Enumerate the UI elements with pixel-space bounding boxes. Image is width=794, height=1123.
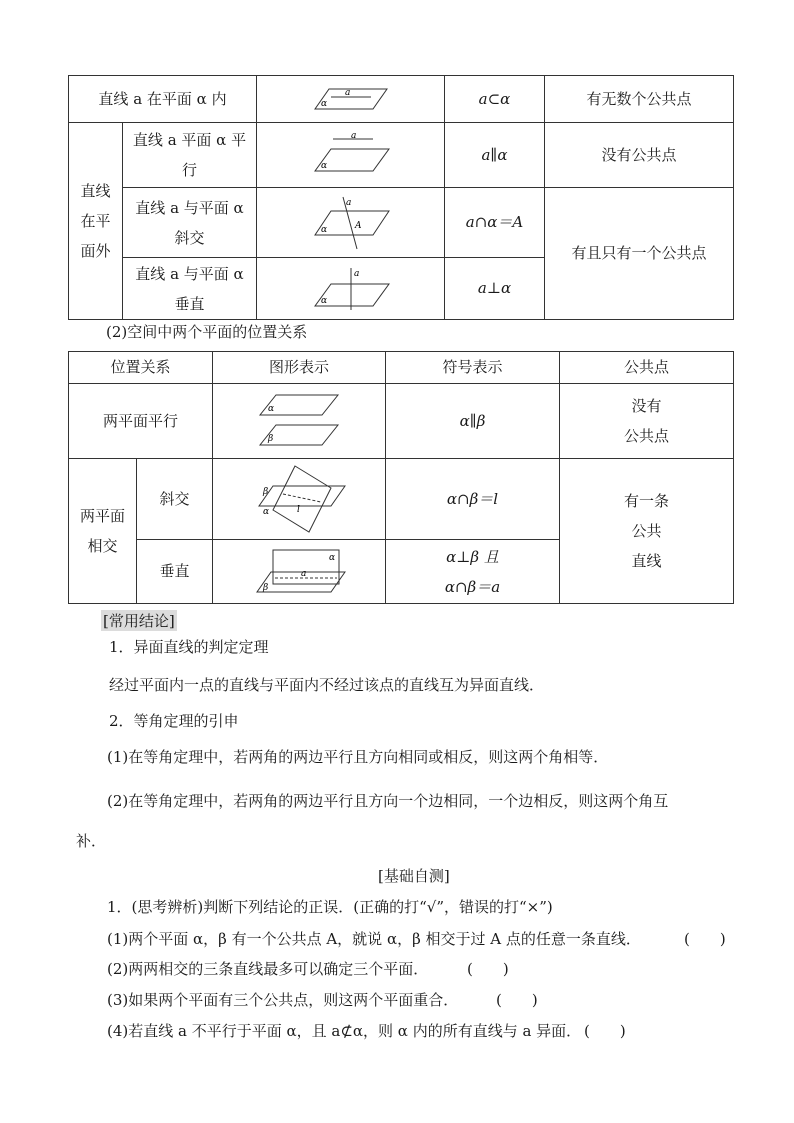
svg-text:α: α <box>320 295 327 306</box>
points-cell: 没有公共点 <box>545 123 734 188</box>
conclusion-2-para-2: (2)在等角定理中，若两角的两边平行且方向一个边相同，一个边相反，则这两个角互 <box>107 792 669 810</box>
figure-cell <box>213 459 386 540</box>
figure-cell <box>257 258 445 320</box>
selftest-item-3: (3)如果两个平面有三个公共点，则这两个平面重合． <box>107 991 459 1009</box>
conclusion-1-body: 经过平面内一点的直线与平面内不经过该点的直线互为异面直线． <box>109 676 545 694</box>
answer-bracket-4: ( ) <box>584 1022 626 1040</box>
svg-text:α: α <box>320 99 327 109</box>
svg-text:β: β <box>263 487 269 497</box>
selftest-item-2: (2)两两相交的三条直线最多可以确定三个平面． <box>107 960 429 978</box>
line-perpendicular-plane-figure <box>311 266 391 312</box>
figure-cell <box>213 384 386 459</box>
conclusions-tag: [常用结论] <box>103 612 175 630</box>
svg-text:α: α <box>268 404 275 414</box>
symbol-cell: α∥β <box>386 384 560 459</box>
relation-cell: 两平面平行 <box>69 384 213 459</box>
outside-label: 直线 在平 面外 <box>69 123 123 320</box>
svg-text:α: α <box>329 552 336 563</box>
selftest-question-1: 1．(思考辨析)判断下列结论的正误．(正确的打“√”，错误的打“×”) <box>107 898 553 916</box>
section-title: (2)空间中两个平面的位置关系 <box>106 323 308 341</box>
svg-text:α: α <box>320 224 327 235</box>
planes-parallel-figure <box>258 393 340 449</box>
symbol-cell: α⊥β 且 α∩β＝a <box>386 540 560 604</box>
line-in-plane-figure <box>311 83 391 115</box>
line-oblique-plane-figure <box>311 195 391 251</box>
relation-cell: 直线 a 在平面 α 内 <box>69 76 257 123</box>
conclusion-2-para-1: (1)在等角定理中，若两角的两边平行且方向相同或相反，则这两个角相等． <box>107 748 609 766</box>
svg-text:α: α <box>320 161 327 171</box>
line-parallel-plane-figure <box>311 133 391 177</box>
symbol-cell: α∩β＝l <box>386 459 560 540</box>
svg-text:a: a <box>345 197 351 208</box>
selftest-heading: [基础自测] <box>378 867 450 885</box>
symbol-cell: a∥α <box>445 123 545 188</box>
conclusion-2-para-2-cont: 补． <box>76 832 107 850</box>
header-figure: 图形表示 <box>213 352 386 384</box>
figure-cell <box>257 123 445 188</box>
relation-cell: 垂直 <box>137 540 213 604</box>
symbol-cell: a∩α＝A <box>445 188 545 258</box>
points-cell: 有一条 公共 直线 <box>560 459 734 604</box>
planes-perpendicular-figure <box>251 546 347 598</box>
answer-bracket-3: ( ) <box>496 991 538 1009</box>
header-points: 公共点 <box>560 352 734 384</box>
relation-cell: 直线 a 与平面 α 垂直 <box>123 258 257 320</box>
line-plane-table <box>68 75 734 320</box>
svg-text:a: a <box>353 268 359 279</box>
answer-bracket-2: ( ) <box>467 960 509 978</box>
answer-bracket-1: ( ) <box>684 930 726 948</box>
points-cell: 有且只有一个公共点 <box>545 188 734 320</box>
svg-text:A: A <box>354 220 361 231</box>
svg-text:a: a <box>350 133 356 141</box>
plane-plane-table <box>68 351 734 604</box>
points-cell: 没有 公共点 <box>560 384 734 459</box>
header-relation: 位置关系 <box>69 352 213 384</box>
svg-text:β: β <box>268 434 274 444</box>
figure-cell <box>257 188 445 258</box>
points-cell: 有无数个公共点 <box>545 76 734 123</box>
conclusion-1-title: 1．异面直线的判定定理 <box>109 638 269 656</box>
svg-text:α: α <box>263 507 270 517</box>
planes-oblique-figure <box>251 464 347 534</box>
symbol-cell: a⊥α <box>445 258 545 320</box>
symbol-cell: a⊂α <box>445 76 545 123</box>
selftest-item-4: (4)若直线 a 不平行于平面 α，且 a⊄α，则 α 内的所有直线与 a 异面． <box>107 1022 582 1040</box>
svg-text:a: a <box>301 568 307 579</box>
figure-cell <box>213 540 386 604</box>
svg-text:a: a <box>344 88 350 98</box>
header-symbol: 符号表示 <box>386 352 560 384</box>
figure-cell <box>257 76 445 123</box>
selftest-item-1: (1)两个平面 α，β 有一个公共点 A，就说 α，β 相交于过 A 点的任意一条直线． <box>107 930 641 948</box>
relation-cell: 直线 a 平面 α 平 行 <box>123 123 257 188</box>
relation-cell: 斜交 <box>137 459 213 540</box>
svg-text:l: l <box>297 505 300 515</box>
svg-text:β: β <box>263 582 269 593</box>
conclusion-2-title: 2．等角定理的引申 <box>109 712 239 730</box>
relation-cell: 直线 a 与平面 α 斜交 <box>123 188 257 258</box>
intersect-label: 两平面 相交 <box>69 459 137 604</box>
